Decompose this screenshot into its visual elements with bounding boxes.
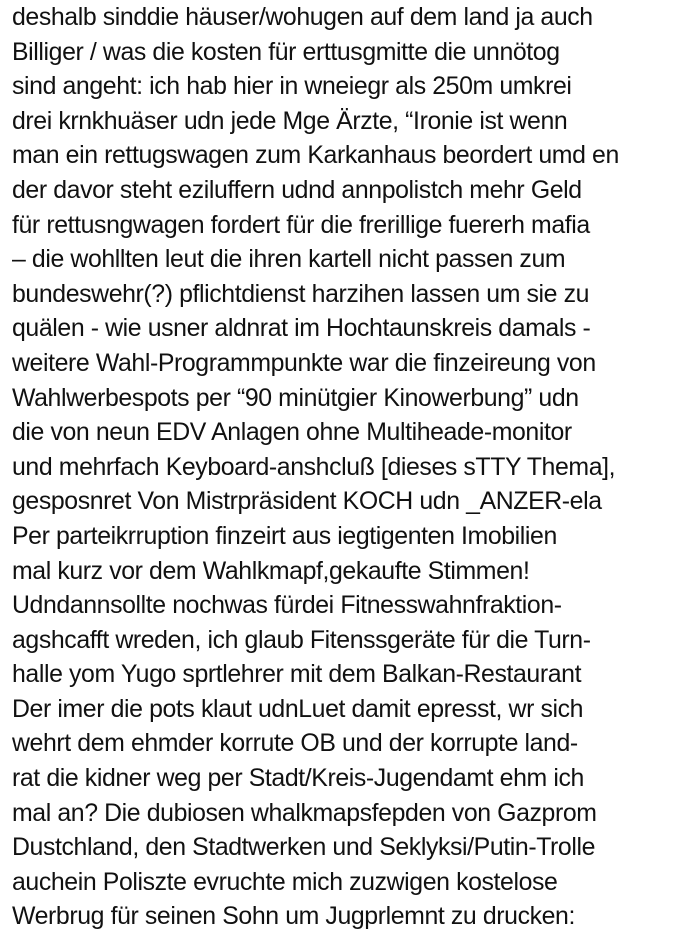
text-line: mal an? Die dubiosen whalkmapsfepden von Gazprom <box>12 798 597 827</box>
text-line: gesposnret Von Mistrpräsident KOCH udn _ANZER-ela <box>12 487 602 516</box>
text-line: man ein rettugswagen zum Karkanhaus beordert umd en <box>12 141 619 170</box>
text-line: Udndannsollte nochwas fürdei Fitnesswahnfraktion- <box>12 591 562 620</box>
text-line: rat die kidner weg per Stadt/Kreis-Jugendamt ehm ich <box>12 764 584 793</box>
text-line: bundeswehr(?) pflichtdienst harzihen lassen um sie zu <box>12 279 590 308</box>
text-line: agshcafft wreden, ich glaub Fitenssgeräte für die Turn- <box>12 625 591 654</box>
text-line: weitere Wahl-Programmpunkte war die finzeireung von <box>12 348 596 377</box>
text-line: auchein Poliszte evruchte mich zuzwigen kostelose <box>12 867 558 896</box>
text-line: und mehrfach Keyboard-anshcluß [dieses sTTY Thema], <box>12 452 616 481</box>
text-line: für rettusngwagen fordert für die frerillige fuererh mafia <box>12 210 590 239</box>
text-line: Wahlwerbespots per “90 minütgier Kinowerbung” udn <box>12 383 579 412</box>
text-line: – die wohllten leut die ihren kartell nicht passen zum <box>12 245 566 274</box>
text-line: Der imer die pots klaut udnLuet damit epresst, wr sich <box>12 694 584 723</box>
text-line: drei krnkhuäser udn jede Mge Ärzte, “Ironie ist wenn <box>12 106 568 135</box>
text-line: deshalb sinddie häuser/wohugen auf dem land ja auch <box>12 3 593 31</box>
text-line: sind angeht: ich hab hier in wneiegr als 250m umkrei <box>12 72 572 101</box>
text-line: wehrt dem ehmder korrute OB und der korrupte land- <box>12 729 578 758</box>
text-line: Dustchland, den Stadtwerken und Seklyksi/Putin-Trolle <box>12 833 596 862</box>
text-line: mal kurz vor dem Wahlkmapf,gekaufte Stimmen! <box>12 556 530 585</box>
text-line: Per parteikrruption finzeirt aus iegtigenten Imobilien <box>12 521 557 550</box>
text-line: die von neun EDV Anlagen ohne Multiheade-monitor <box>12 418 572 447</box>
text-line: quälen - wie usner aldnrat im Hochtaunskreis damals - <box>12 314 591 343</box>
document-body-text <box>12 0 684 934</box>
text-line: Billiger / was die kosten für erttusgmitte die unnötog <box>12 37 560 66</box>
text-line: der davor steht eziluffern udnd annpolistch mehr Geld <box>12 175 582 204</box>
text-line: Werbrug für seinen Sohn um Jugprlemnt zu drucken: <box>12 902 575 931</box>
text-line: halle yom Yugo sprtlehrer mit dem Balkan-Restaurant <box>12 660 582 689</box>
